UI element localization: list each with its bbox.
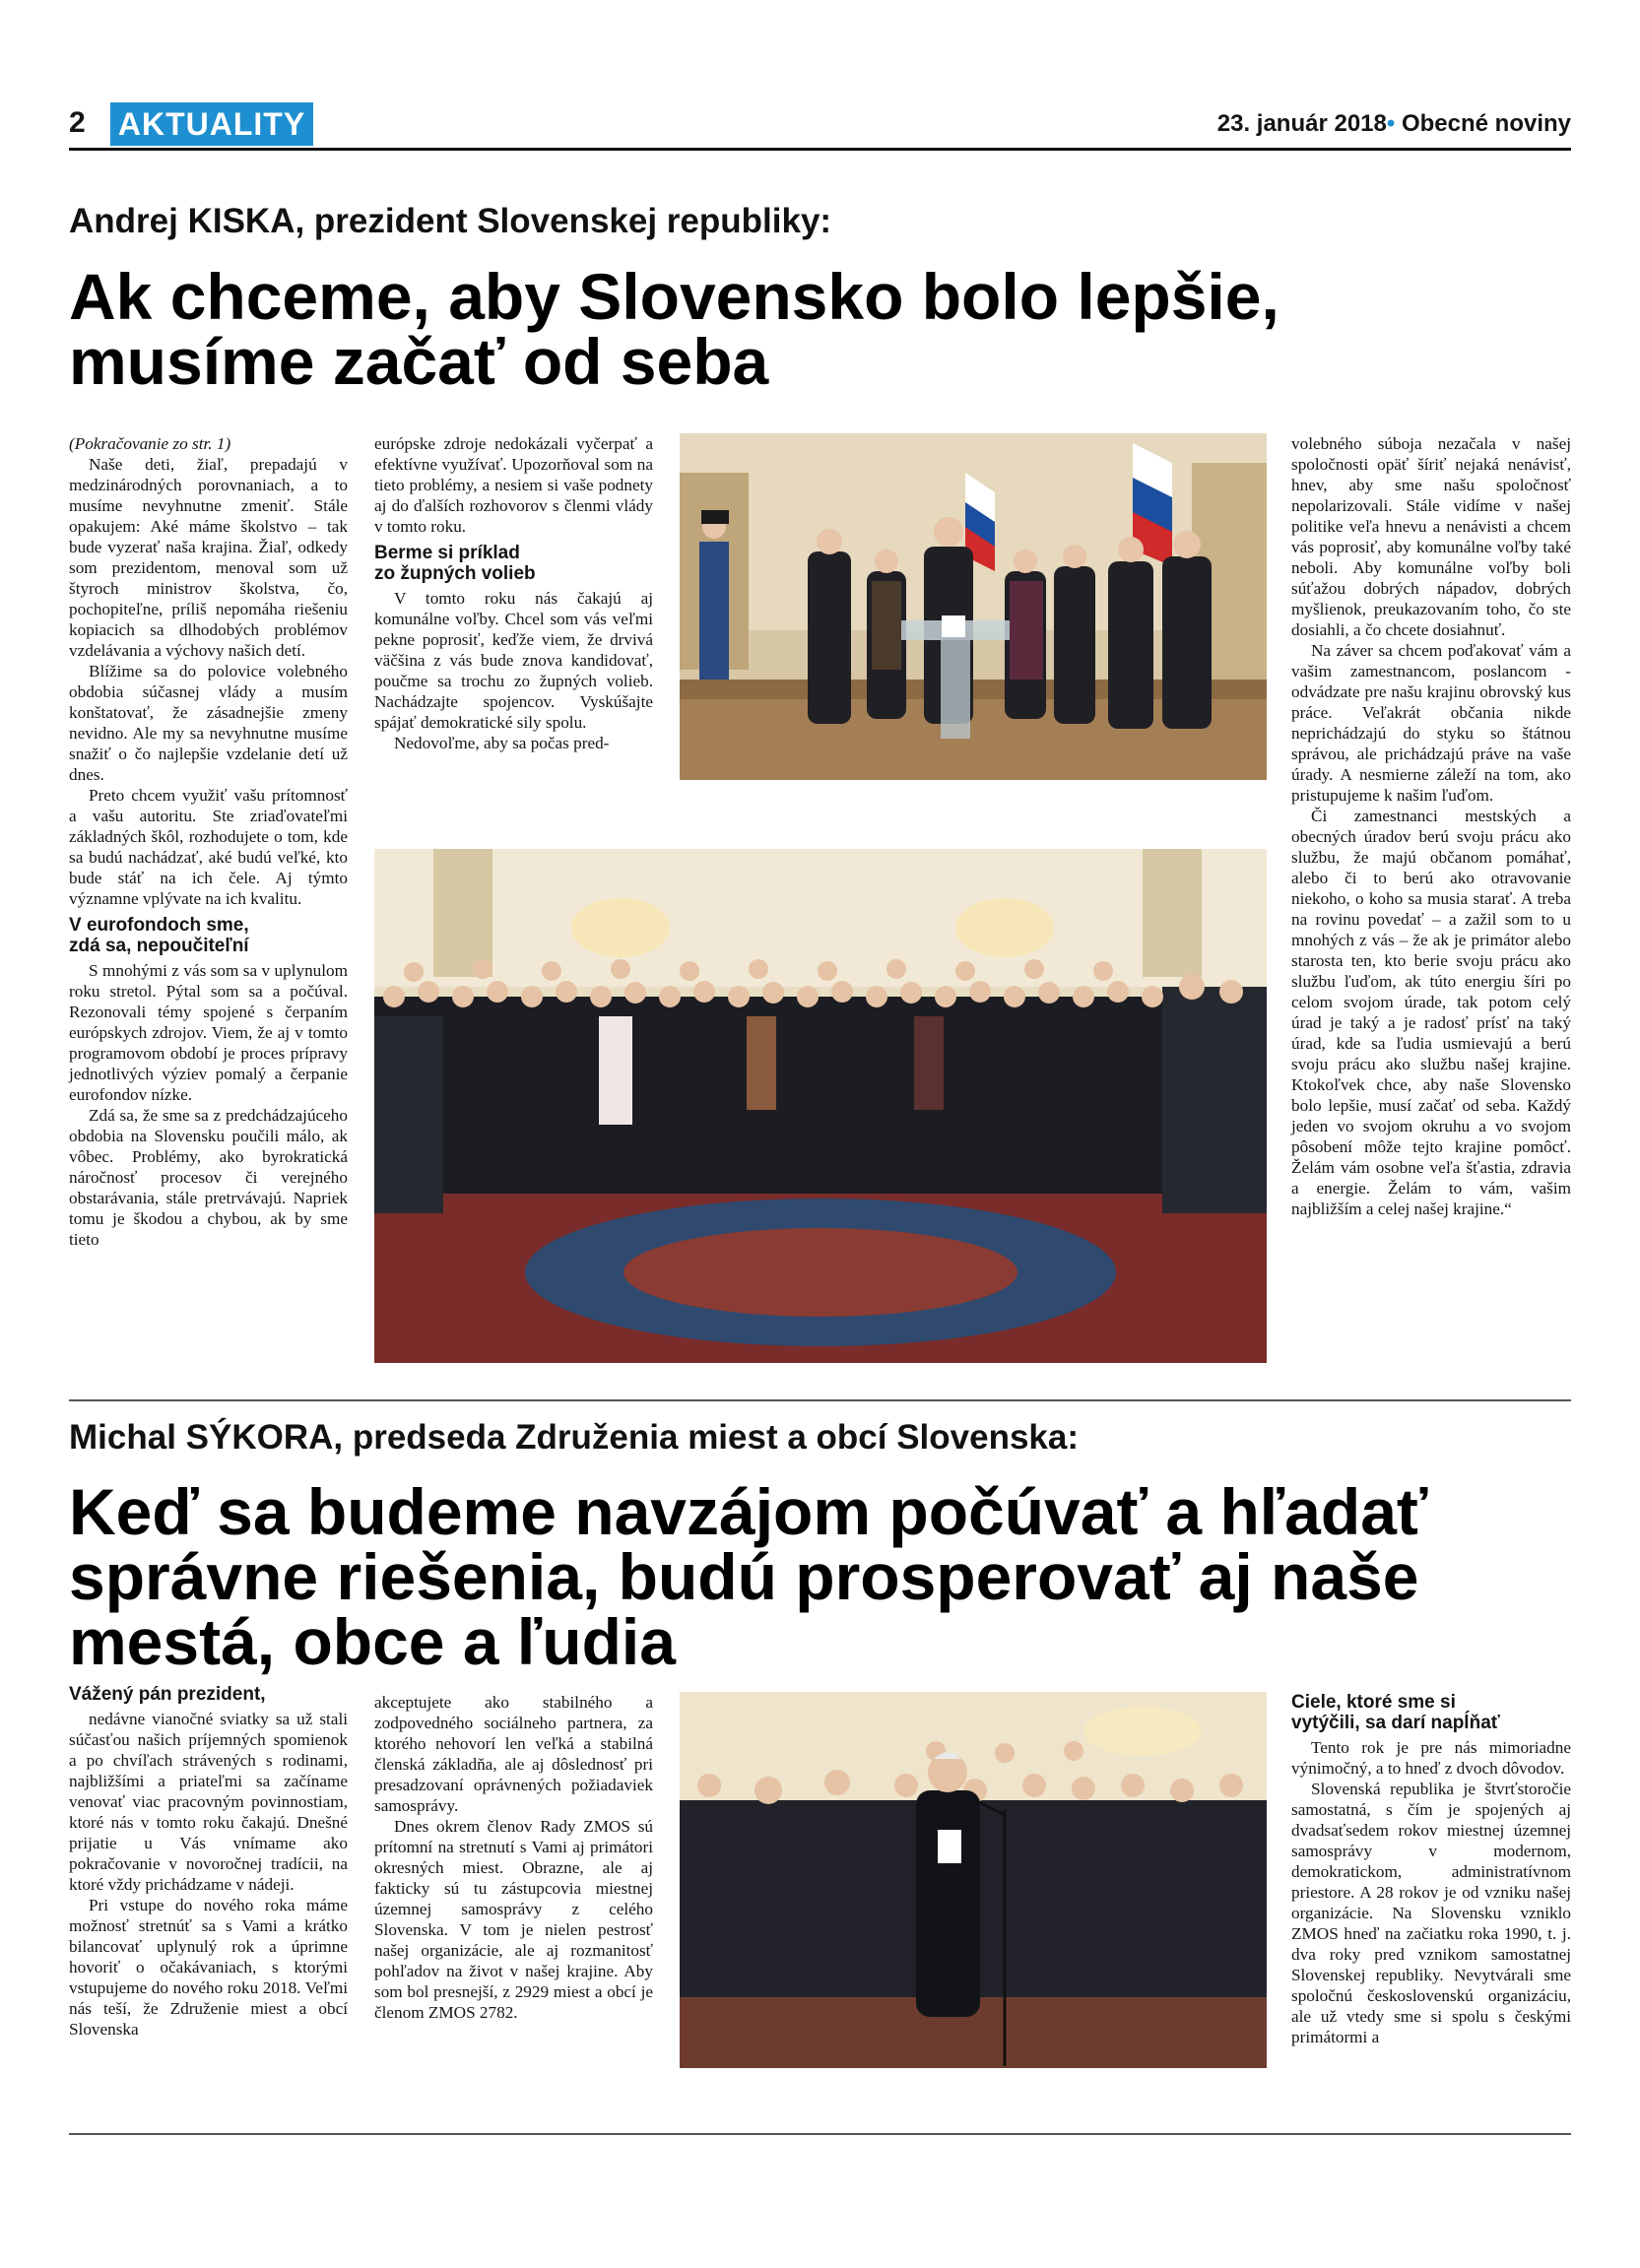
article2-column1 (69, 1684, 348, 2040)
issue-info (1217, 110, 1571, 138)
paragraph: európske zdroje nedokázali vyčerpať a efektívne využívať. Upozorňoval som na tieto problémy, a nesiem si vaše podnety aj do ďalších rozhovorov s členmi vlády v tomto roku. (374, 434, 653, 536)
article1-headline (69, 260, 1571, 398)
paragraph: Pri vstupe do nového roka máme možnosť stretnúť sa s Vami a krátko bilancovať uplynulý rok a úprimne hovoriť o očakávaniach, s ktorými vstupujeme do nového roku 2018. Veľmi nás teší, že Združenie miest a obcí Slovenska (69, 1896, 348, 2039)
header-rule (69, 148, 1571, 151)
paragraph: Naše deti, žiaľ, prepadajú v medzinárodných porovnaniach, a to musíme nevyhnutne zmeniť. Stále opakujem: Aké máme školstvo – tak bude vyzerať naša krajina. Žiaľ, odkedy som prezidentom, menoval som už štyroch ministrov školstva, čo, pochopiteľne, príliš nepomáha riešeniu kopiacich sa dlhodobých problémov vzdelávania a výchovy našich detí. (69, 455, 348, 660)
article1-kicker: Andrej KISKA, prezident Slovenskej republiky: (69, 202, 832, 240)
paragraph: Tento rok je pre nás mimoriadne výnimočný, a to hneď z dvoch dôvodov. (1291, 1738, 1571, 1778)
article1-column2 (374, 433, 653, 753)
paragraph: akceptujete ako stabilného a zodpovedného sociálneho partnera, za ktorého nehovorí len veľká a stabilná členská základňa, ale aj dôslednosť pri presadzovaní oprávnených požiadaviek samosprávy. (374, 1693, 653, 1815)
article1-headline-line1: Ak chceme, aby Slovensko bolo lepšie, (69, 260, 1279, 333)
publication-name: Obecné noviny (1401, 110, 1571, 137)
photo-president-podium (680, 433, 1267, 780)
photo-speaker (680, 1692, 1267, 2068)
section-label: AKTUALITY (110, 102, 313, 146)
continued-note: (Pokračovanie zo str. 1) (69, 434, 231, 453)
subheading (1291, 1692, 1571, 1733)
subheading-line: zo župných volieb (374, 563, 536, 584)
subheading (374, 543, 653, 584)
salutation (69, 1684, 348, 1705)
paragraph: Slovenská republika je štvrťstoročie samostatná, s čím je spojených aj dvadsaťsedem rokov miestnej územnej samosprávy v modernom, demokratickom, administratívnom priestore. A 28 rokov je od vzniku našej organizácie. Na Slovensku vzniklo ZMOS hneď na začiatku roka 1990, t. j. dva roky pred vznikom samostatnej Slovenskej republiky. Nevytvárali sme spoločnú československú organizáciu, ale už vtedy sme si spolu s českými primátormi a (1291, 1780, 1571, 2046)
article2-headline-line3: mestá, obce a ľudia (69, 1605, 676, 1678)
paragraph: Nedovoľme, aby sa počas pred- (394, 734, 610, 752)
article1-column1 (69, 433, 348, 1250)
photo-group-image (374, 849, 1267, 1363)
subheading-line: V eurofondoch sme, (69, 915, 249, 936)
article1-headline-line2: musíme začať od seba (69, 325, 769, 398)
article2-kicker: Michal SÝKORA, predseda Združenia miest a obcí Slovenska: (69, 1418, 1080, 1457)
subheading-line: Berme si príklad (374, 543, 520, 563)
article-divider (69, 1399, 1571, 1401)
bottom-divider (69, 2133, 1571, 2135)
subheading-line: Ciele, ktoré sme si (1291, 1692, 1456, 1713)
issue-date: 23. január 2018 (1216, 110, 1387, 137)
article2-column3 (1291, 1692, 1571, 2047)
paragraph: Na záver sa chcem poďakovať vám a vašim zamestnancom, poslancom - odvádzate pre našu krajinu obrovský kus práce. Veľakrát občania nikde neprichádzajú do styku so štátnou správou, ale prichádzajú práve na vaše úrady. A nesmierne záleží na tom, ako pristupujeme k našim ľuďom. (1291, 641, 1571, 805)
article2-headline (69, 1475, 1571, 1678)
photo-president-podium-image (680, 433, 1267, 780)
paragraph: Či zamestnanci mestských a obecných úradov berú svoju prácu ako službu, že majú občanom pomáhať, alebo či to berú ako otravovanie niekoho, o koho sa musia starať. A treba na rovinu povedať – a zažil som to u mnohých z vás – že ak je primátor alebo starosta ten, kto berie svoju prácu ako službu ľuďom, ak túto energiu šíri po celom svojom úrade, tak potom celý úrad je taký a je radosť prísť na taký úrad, kde sa ľudia usmievajú a berú svoju prácu ako službu našej krajine. Ktokoľvek chce, aby naše Slovensko bolo lepšie, musí začať od seba. Každý jeden vo svojom okruhu a vo svojom pôsobení môže tejto krajine pomôcť. Želám vám osobne veľa šťastia, zdravia a energie. Želám to vám, vašim najbližším a celej našej krajine.“ (1291, 807, 1571, 1218)
article1-column3 (1291, 433, 1571, 1219)
paragraph: V tomto roku nás čakajú aj komunálne voľby. Chcel som vás veľmi pekne poprosiť, keďže viem, že drvivá väčšina z vás bude znova kandidovať, poučme sa trochu zo župných volieb. Nachádzajte spojencov. Vyskúšajte spájať demokratické sily spolu. (374, 589, 653, 732)
separator-dot: • (1386, 110, 1396, 137)
salutation-text: Vážený pán prezident, (69, 1684, 266, 1705)
subheading (69, 915, 348, 956)
paragraph: nedávne vianočné sviatky sa už stali súčasťou našich príjemných spomienok a po chvíľach strávených s rodinami, najbližšími a priateľmi sa začíname venovať viac pracovným povinnostiam, ktoré nás v tomto roku čakajú. Dnešné prijatie u Vás vnímame ako pokračovanie v novoročnej tradícii, na ktoré vždy prichádzame v nádeji. (69, 1710, 348, 1894)
paragraph: Blížime sa do polovice volebného obdobia súčasnej vlády a musím konštatovať, že zásadnejšie zmeny nevidno. Ale my sa nevyhnutne musíme snažiť o čo najlepšie vzdelanie detí už dnes. (69, 662, 348, 784)
article2-headline-line1: Keď sa budeme navzájom počúvať a hľadať (69, 1475, 1428, 1548)
subheading-line: zdá sa, nepoučiteľní (69, 936, 249, 956)
paragraph: S mnohými z vás som sa v uplynulom roku stretol. Pýtal som sa a počúval. Rezonovali témy spojené s čerpaním európskych zdrojov. Viem, že aj v tomto programovom období je proces prípravy jednotlivých výziev pomalý a čerpanie eurofondov nízke. (69, 961, 348, 1104)
photo-speaker-image (680, 1692, 1267, 2068)
photo-group (374, 849, 1267, 1363)
article2-column2 (374, 1692, 653, 2023)
paragraph: Dnes okrem členov Rady ZMOS sú prítomní na stretnutí s Vami aj primátori okresných miest. Obrazne, ale aj fakticky sú tu zástupcovia miestnej územnej samosprávy z celého Slovenska. V tom je nielen pestrosť našej organizácie, ale aj rozmanitosť pohľadov na život v našej krajine. Aby som bol presnejší, z 2929 miest a obcí je členom ZMOS 2782. (374, 1817, 653, 2022)
paragraph: Zdá sa, že sme sa z predchádzajúceho obdobia na Slovensku poučili málo, ak vôbec. Problémy, ako byrokratická náročnosť procesov či verejného obstarávania, stále pretrvávajú. Napriek tomu je škodou a chybou, ak by sme tieto (69, 1106, 348, 1249)
subheading-line: vytýčili, sa darí napĺňať (1291, 1713, 1500, 1733)
paragraph: volebného súboja nezačala v našej spoločnosti opäť šíriť nejaká nenávisť, hnev, aby sme našu spoločnosť nepolarizovali. Stále vidíme v našej politike veľa hnevu a nenávisti a chcem vás poprosiť, aby komunálne voľby také neboli. Aby komunálne voľby boli súťažou dobrých nápadov, dobrých myšlienok, preukazovaním toho, čo ste dosiahli, a čo chcete dosiahnuť. (1291, 434, 1571, 639)
article2-headline-line2: správne riešenia, budú prosperovať aj naše (69, 1540, 1419, 1613)
paragraph: Preto chcem využiť vašu prítomnosť a vašu autoritu. Ste zriaďovateľmi základných škôl, rozhodujete o tom, kde sa budú nachádzať, aké budú veľké, kto bude stáť na ich čele. Aj týmto významne vplývate na ich kvalitu. (69, 786, 348, 908)
page-number: 2 (69, 106, 86, 139)
